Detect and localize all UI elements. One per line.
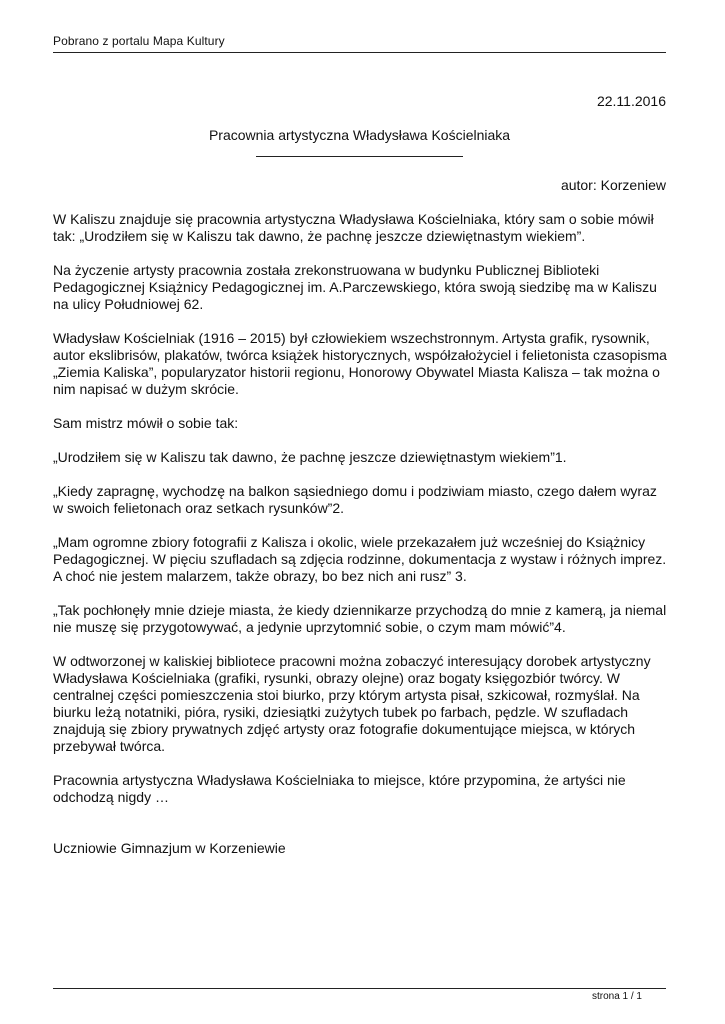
paragraph: W Kaliszu znajduje się pracownia artystyczna Władysława Kościelniaka, który sam o sobie mówił tak: „Urodziłem się w Kaliszu tak dawno, że pachnę jeszcze dziewiętnastym wiekiem”.: [53, 211, 654, 244]
document-title: Pracownia artystyczna Władysława Kościelniaka: [208, 127, 511, 143]
page-header-source: Pobrano z portalu Mapa Kultury: [53, 34, 225, 48]
document-date: 22.11.2016: [596, 93, 666, 109]
quote-paragraph: „Urodziłem się w Kaliszu tak dawno, że pachnę jeszcze dziewiętnastym wiekiem”1.: [53, 449, 567, 465]
paragraph: Pracownia artystyczna Władysława Kościelniaka to miejsce, które przypomina, że artyści nie odchodzą nigdy …: [53, 772, 626, 805]
article-body: [53, 211, 668, 874]
page-number: strona 1 / 1: [591, 991, 642, 1002]
header-divider: [53, 52, 666, 53]
quote-paragraph: „Tak pochłonęły mnie dzieje miasta, że kiedy dziennikarze przychodzą do mnie z kamerą, ja niemal nie muszę się przygotowywać, a jedynie uprzytomnić sobie, o czym mam mówić”4.: [53, 602, 667, 635]
paragraph: Władysław Kościelniak (1916 – 2015) był człowiekiem wszechstronnym. Artysta grafik, rysownik, autor ekslibrisów, plakatów, twórca książek historycznych, współzałożyciel i felietonista czasopisma „Ziemia Kaliska”, popularyzator historii regionu, Honorowy Obywatel Miasta Kalisza – tak można o nim napisać w dużym skrócie.: [53, 330, 667, 397]
footer-divider: [53, 988, 666, 989]
quote-paragraph: „Mam ogromne zbiory fotografii z Kalisza i okolic, wiele przekazałem już wcześniej do Książnicy Pedagogicznej. W pięciu szufladach są zdjęcia rodzinne, dokumentacja z wystaw i różnych imprez. A choć nie jestem malarzem, także obrazy, bo bez nich ani rusz” 3.: [53, 534, 667, 584]
paragraph: Sam mistrz mówił o sobie tak:: [53, 415, 239, 431]
title-underline: [256, 156, 463, 157]
paragraph: Na życzenie artysty pracownia została zrekonstruowana w budynku Publicznej Biblioteki Pedagogicznej Książnicy Pedagogicznej im. A.Parczewskiego, która swoją siedzibę ma w Kaliszu na ulicy Południowej 62.: [53, 262, 657, 312]
quote-paragraph: „Kiedy zapragnę, wychodzę na balkon sąsiedniego domu i podziwiam miasto, czego dałem wyraz w swoich felietonach oraz setkach rysunków”2.: [53, 483, 657, 516]
paragraph: W odtworzonej w kaliskiej bibliotece pracowni można zobaczyć interesujący dorobek artystyczny Władysława Kościelniaka (grafiki, rysunki, obrazy olejne) oraz bogaty księgozbiór twórcy. W centralnej części pomieszczenia stoi biurko, przy którym artysta pisał, szkicował, rozmyślał. Na biurku leżą notatniki, pióra, rysiki, dziesiątki zużytych tubek po farbach, pędzle. W szufladach znajdują się zbiory prywatnych zdjęć artysty oraz fotografie dokumentujące miejsca, w których przebywał twórca.: [53, 653, 651, 754]
document-author: autor: Korzeniew: [560, 177, 666, 193]
signature: Uczniowie Gimnazjum w Korzeniewie: [53, 840, 286, 856]
